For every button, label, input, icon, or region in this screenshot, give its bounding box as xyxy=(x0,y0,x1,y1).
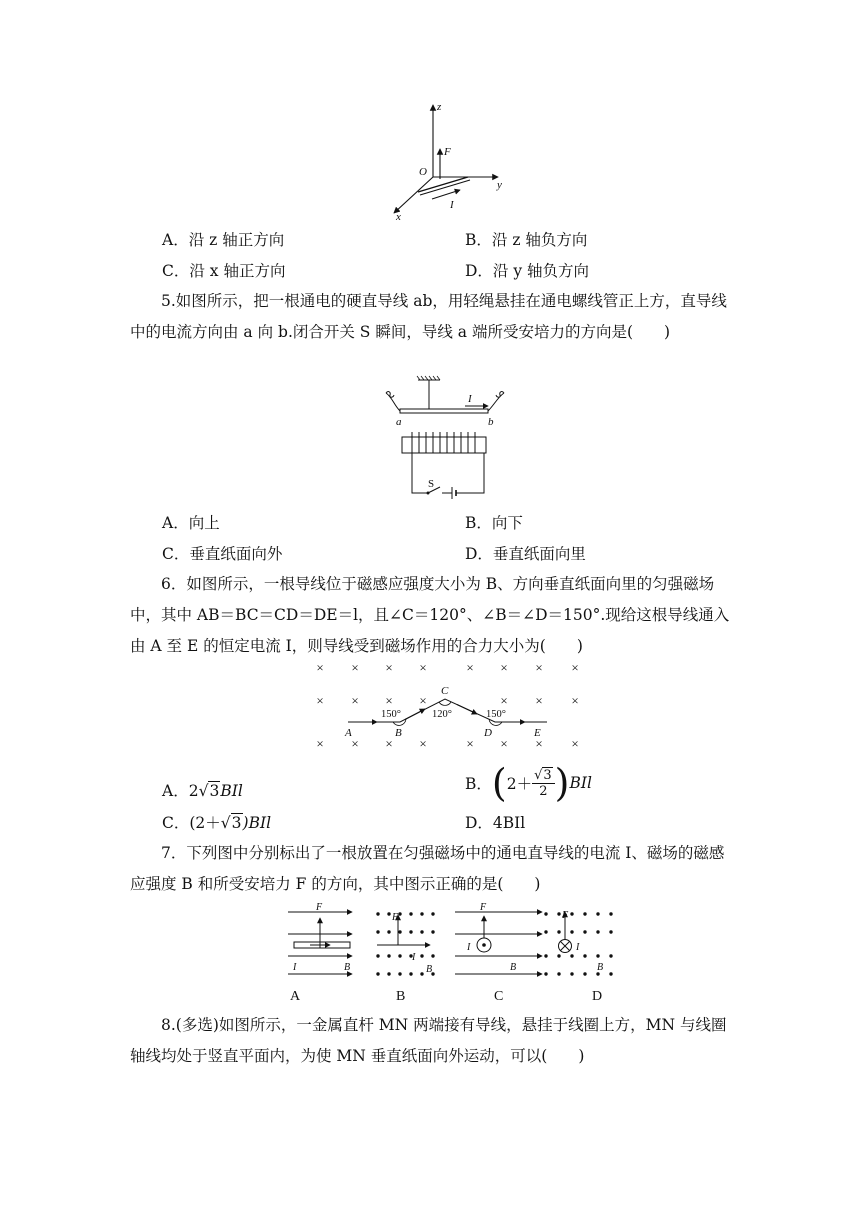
field-dot xyxy=(376,954,379,957)
x-axis-label: x xyxy=(396,211,401,223)
point-d-label: D xyxy=(484,727,492,739)
b-force-label: F xyxy=(392,912,399,923)
sqrt-symbol: √ xyxy=(534,767,543,783)
q6-option-b-two: 2＋ xyxy=(506,775,533,793)
field-cross: × xyxy=(316,736,324,751)
field-cross: × xyxy=(385,693,393,708)
field-dot xyxy=(583,930,586,933)
q6-option-a[interactable] xyxy=(162,779,243,801)
b-field-label: B xyxy=(426,964,433,975)
sqrt-symbol: √ xyxy=(198,782,209,800)
field-dot xyxy=(409,912,412,915)
q6-field-figure xyxy=(305,660,595,755)
left-paren-glyph: ( xyxy=(491,761,507,805)
q5-stem: 5.如图所示，把一根通电的硬直导线 ab，用轻绳悬挂在通电螺线管正上方，直导线中的电流方向由 a 向 b.闭合开关 S 瞬间，导线 a 端所受安培力的方向是( ) xyxy=(130,292,727,341)
radicand: 3 xyxy=(543,767,552,783)
q6-option-a-suffix: BIl xyxy=(220,782,243,800)
q5-option-a[interactable]: A．向上 xyxy=(162,514,220,532)
field-dot xyxy=(431,954,434,957)
field-cross: × xyxy=(535,693,543,708)
fraction xyxy=(532,768,555,799)
field-dot xyxy=(570,912,573,915)
field-dot xyxy=(609,972,612,975)
field-cross: × xyxy=(535,736,543,751)
field-dot xyxy=(398,954,401,957)
field-dot xyxy=(387,972,390,975)
field-cross: × xyxy=(316,660,324,675)
q8-stem: 8.(多选)如图所示，一金属直杆 MN 两端接有导线，悬挂于线圈上方，MN 与线圈轴线均处于竖直平面内，为使 MN 垂直纸面向外运动，可以( ) xyxy=(130,1016,727,1065)
field-cross: × xyxy=(351,660,359,675)
q7-diagrams-figure xyxy=(280,900,620,1010)
field-dot xyxy=(398,930,401,933)
field-cross: × xyxy=(419,660,427,675)
field-cross: × xyxy=(466,736,474,751)
q4-option-d[interactable]: D．沿 y 轴负方向 xyxy=(465,262,590,280)
caption-b: B xyxy=(396,989,406,1004)
field-cross: × xyxy=(385,736,393,751)
q4-option-b[interactable]: B．沿 z 轴负方向 xyxy=(465,231,588,249)
field-dot xyxy=(420,912,423,915)
field-dot xyxy=(570,954,573,957)
c-force-label: F xyxy=(480,902,487,913)
b-current-label: I xyxy=(412,952,416,963)
y-axis-label: y xyxy=(497,179,502,191)
field-dot xyxy=(420,954,423,957)
denominator: 2 xyxy=(539,783,548,799)
field-dot xyxy=(583,972,586,975)
field-dot xyxy=(420,972,423,975)
field-cross: × xyxy=(466,660,474,675)
c-field-label: B xyxy=(510,962,517,973)
q6-option-b-prefix: B． xyxy=(465,775,492,793)
z-axis-label: z xyxy=(437,101,442,113)
field-dot xyxy=(544,954,547,957)
point-a-label: A xyxy=(345,727,352,739)
d-force-label: F xyxy=(562,910,569,921)
field-dot xyxy=(609,930,612,933)
sqrt-symbol: √ xyxy=(220,814,231,832)
field-dot xyxy=(544,930,547,933)
diagram-a xyxy=(288,912,352,974)
q4-option-a[interactable]: A．沿 z 轴正方向 xyxy=(162,231,285,249)
field-cross: × xyxy=(419,736,427,751)
point-e-label: E xyxy=(534,727,541,739)
force-label: F xyxy=(444,146,451,158)
field-cross: × xyxy=(351,736,359,751)
q6-option-a-prefix: A．2 xyxy=(162,782,199,800)
q5-option-b[interactable]: B．向下 xyxy=(465,514,523,532)
field-cross: × xyxy=(500,693,508,708)
caption-d: D xyxy=(592,989,603,1004)
a-force-label: F xyxy=(316,902,323,913)
field-dot xyxy=(596,930,599,933)
q4-option-c[interactable]: C．沿 x 轴正方向 xyxy=(162,262,286,280)
field-dot xyxy=(398,972,401,975)
q6-option-c-suffix: )BIl xyxy=(242,814,272,832)
a-current-label: I xyxy=(293,962,297,973)
q6-option-c[interactable] xyxy=(162,811,271,833)
field-dot xyxy=(387,954,390,957)
field-dot xyxy=(376,912,379,915)
radicand: 3 xyxy=(209,782,220,800)
caption-c: C xyxy=(494,989,504,1004)
field-dot xyxy=(609,912,612,915)
field-cross: × xyxy=(316,693,324,708)
c-current-label: I xyxy=(467,942,471,953)
field-dot xyxy=(557,972,560,975)
d-field-label: B xyxy=(597,962,604,973)
field-dot xyxy=(420,930,423,933)
field-dot xyxy=(409,972,412,975)
field-dot xyxy=(409,930,412,933)
field-cross: × xyxy=(385,660,393,675)
q6-option-c-prefix: C．(2＋ xyxy=(162,814,221,832)
field-dot xyxy=(609,954,612,957)
q6-stem: 6．如图所示，一根导线位于磁感应强度大小为 B、方向垂直纸面向里的匀强磁场中，其中 AB＝BC＝CD＝DE＝l，且∠C＝120°、∠B＝∠D＝150°.现给这根导线通入由 A 至 E 的恒定电流 I，则导线受到磁场作用的合力大小为( ) xyxy=(130,575,730,655)
field-cross: × xyxy=(500,736,508,751)
field-dot xyxy=(376,972,379,975)
field-dot xyxy=(557,954,560,957)
field-dot xyxy=(583,912,586,915)
angle-d-label: 150° xyxy=(486,709,506,720)
origin-label: O xyxy=(419,166,427,178)
end-a-label: a xyxy=(396,416,402,428)
field-dot xyxy=(583,954,586,957)
end-b-label: b xyxy=(488,416,494,428)
field-cross: × xyxy=(571,660,579,675)
field-dot xyxy=(431,930,434,933)
right-paren-glyph: ) xyxy=(554,761,570,805)
q4-axes-figure xyxy=(370,95,520,225)
point-b-label: B xyxy=(395,727,402,739)
field-dot xyxy=(570,930,573,933)
point-c-label: C xyxy=(441,685,449,697)
field-dot xyxy=(570,972,573,975)
q5-option-d[interactable]: D．垂直纸面向里 xyxy=(465,545,586,563)
q6-option-b[interactable] xyxy=(465,761,592,805)
caption-a: A xyxy=(290,989,301,1004)
field-dot xyxy=(596,954,599,957)
field-dot xyxy=(387,930,390,933)
switch-label: S xyxy=(428,478,435,490)
q6-option-d[interactable]: D．4BIl xyxy=(465,814,526,832)
field-dot xyxy=(387,912,390,915)
field-cross: × xyxy=(419,693,427,708)
angle-b-label: 150° xyxy=(381,709,401,720)
field-dot xyxy=(596,912,599,915)
field-dot xyxy=(544,912,547,915)
field-cross: × xyxy=(571,736,579,751)
field-cross: × xyxy=(571,693,579,708)
field-cross: × xyxy=(500,660,508,675)
q5-option-c[interactable]: C．垂直纸面向外 xyxy=(162,545,283,563)
field-dot xyxy=(431,912,434,915)
angle-c-label: 120° xyxy=(432,709,452,720)
field-dot xyxy=(557,912,560,915)
a-field-label: B xyxy=(344,962,351,973)
field-dot xyxy=(376,930,379,933)
q6-option-b-suffix: BIl xyxy=(569,774,592,792)
current-label: I xyxy=(450,199,454,211)
q7-stem: 7．下列图中分别标出了一根放置在匀强磁场中的通电直导线的电流 I、磁场的磁感应强度 B 和所受安培力 F 的方向，其中图示正确的是( ) xyxy=(130,844,725,893)
field-cross: × xyxy=(535,660,543,675)
q5-solenoid-figure xyxy=(380,375,520,500)
radicand: 3 xyxy=(231,814,242,832)
field-cross: × xyxy=(351,693,359,708)
field-dot xyxy=(557,930,560,933)
field-dot xyxy=(398,912,401,915)
rod-current-label: I xyxy=(468,393,472,405)
d-current-label: I xyxy=(576,942,580,953)
field-dot xyxy=(544,972,547,975)
